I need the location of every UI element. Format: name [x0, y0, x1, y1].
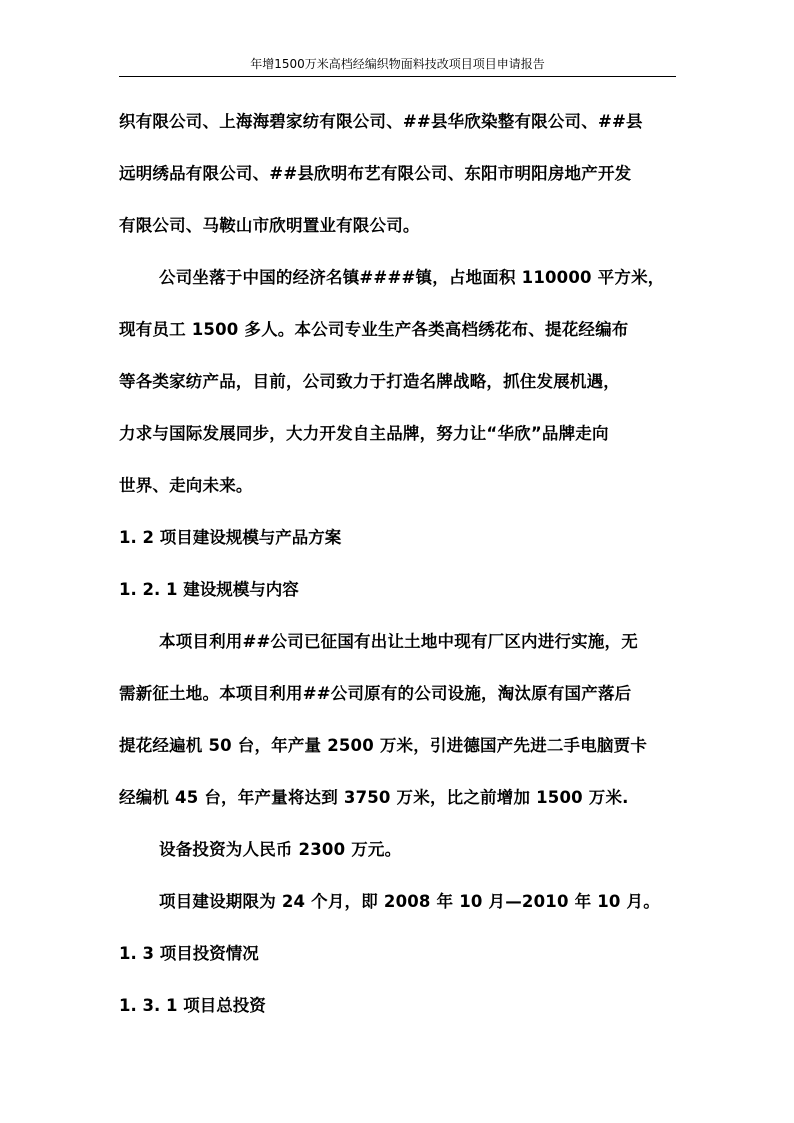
text-line: 需新征土地。本项目利用##公司原有的公司设施，淘汰原有国产落后	[119, 684, 632, 703]
text-line: 提花经遍机 50 台，年产量 2500 万米，引进德国产先进二手电脑贾卡	[119, 736, 648, 755]
text-line: 有限公司、马鞍山市欣明置业有限公司。	[119, 216, 420, 235]
text-line: 织有限公司、上海海碧家纺有限公司、##县华欣染整有限公司、##县	[119, 112, 643, 131]
section-heading-1-3: 1. 3 项目投资情况	[119, 944, 259, 963]
section-heading-1-2-1: 1. 2. 1 建设规模与内容	[119, 580, 299, 599]
text-line: 设备投资为人民币 2300 万元。	[159, 840, 402, 859]
text-line: 远明绣品有限公司、##县欣明布艺有限公司、东阳市明阳房地产开发	[119, 164, 632, 183]
text-line: 经编机 45 台，年产量将达到 3750 万米，比之前增加 1500 万米.	[119, 788, 629, 807]
text-line: 项目建设期限为 24 个月，即 2008 年 10 月—2010 年 10 月。	[159, 892, 660, 911]
text-line: 力求与国际发展同步，大力开发自主品牌，努力让“华欣”品牌走向	[119, 424, 609, 443]
section-heading-1-2: 1. 2 项目建设规模与产品方案	[119, 528, 342, 547]
section-heading-1-3-1: 1. 3. 1 项目总投资	[119, 996, 266, 1015]
text-line: 等各类家纺产品，目前，公司致力于打造名牌战略，抓住发展机遇，	[119, 372, 620, 391]
text-line: 本项目利用##公司已征国有出让土地中现有厂区内进行实施，无	[159, 632, 638, 651]
text-line: 现有员工 1500 多人。本公司专业生产各类高档绣花布、提花经编布	[119, 320, 629, 339]
text-line: 世界、走向未来。	[119, 476, 253, 495]
text-line: 公司坐落于中国的经济名镇####镇，占地面积 110000 平方米，	[159, 268, 665, 287]
page-header: 年增1500万米高档经编织物面料技改项目项目申请报告	[119, 56, 676, 77]
